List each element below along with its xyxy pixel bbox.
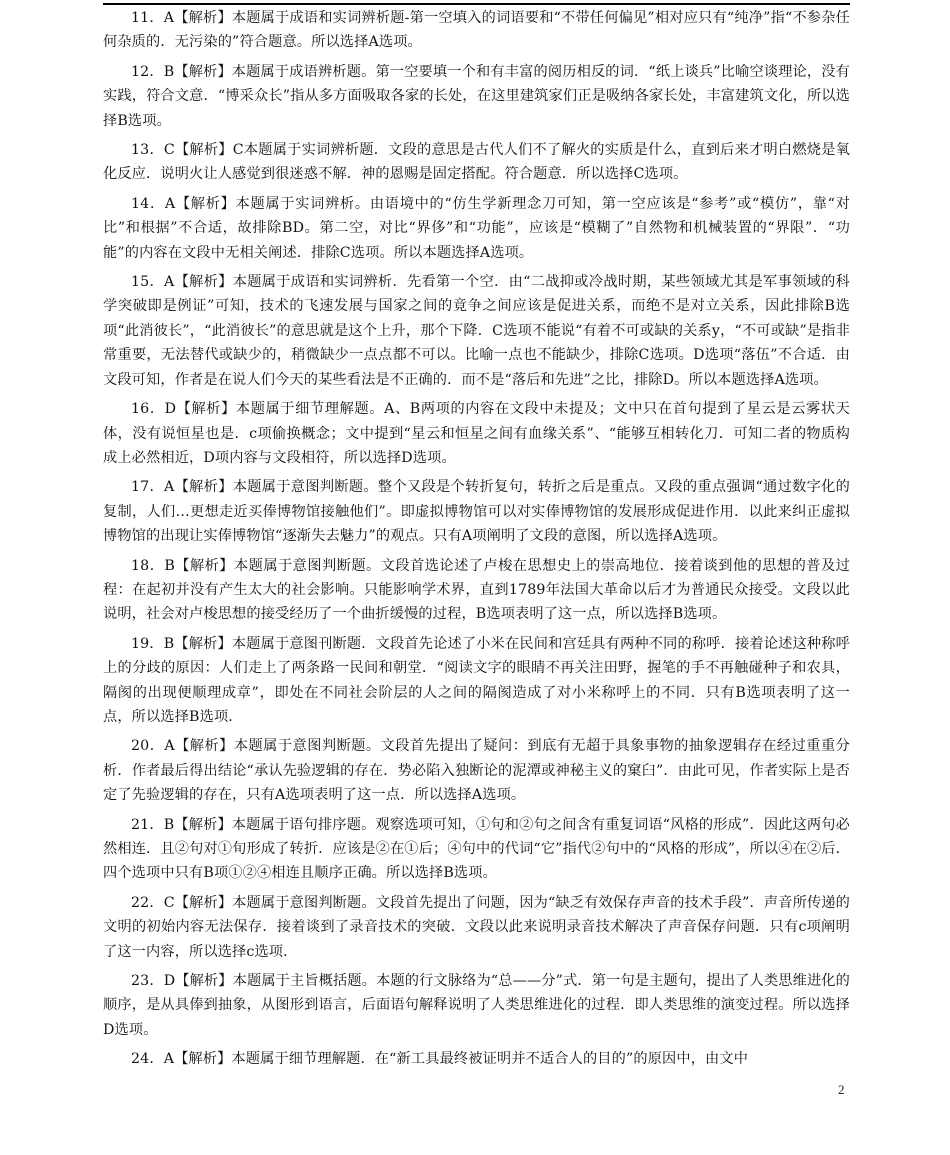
page-number: 2: [838, 1082, 845, 1097]
answer-item-17: 17．A【解析】本题属于意图判断题。整个又段是个转折复句，转折之后是重点。又段的重点强调“通过数字化的复制，人们…更想走近买俸博物馆接触他们”。即虚拟博物馆可以对实俸博物馆的发展形成促进作用．以此来纠正虚拟博物馆的出现让实俸博物馆“逐渐失去魅力”的观点。只有A项阐明了文段的意图，所以选择A选项。: [103, 479, 850, 545]
answer-item-22: 22．C【解析】本题属于意图判断题。文段首先提出了问题，因为“缺乏有效保存声音的技术手段”．声音所传递的文明的初始内容无法保存．接着谈到了录音技术的突破．文段以此来说明录音技术解决了声音保存问题．只有c项阐明了这一内容，所以选择c选项．: [103, 894, 850, 960]
answer-item-20: 20．A【解析】本题属于意图判断题。文段首先提出了疑问：到底有无超于具象事物的抽象逻辑存在经过重重分析．作者最后得出结论“承认先验逻辑的存在．势必陷入独断论的泥潭或神秘主义的窠臼”．由此可见，作者实际上是否定了先验逻辑的存在，只有A选项表明了这一点．所以选择A选项。: [103, 738, 850, 804]
answer-item-11: 11．A【解析】本题属于成语和实词辨析题-第一空填入的词语要和“不带任何偏见”相对应只有“纯净”指“不参杂任何杂质的．无污染的”符合题意。所以选择A选项。: [103, 10, 850, 51]
answer-item-13: 13．C【解析】C本题属于实词辨析题．文段的意思是古代人们不了解火的实质是什么，直到后来才明白燃烧是氧化反应．说明火让人感觉到很迷惑不解．神的恩赐是固定搭配。符合题意．所以选择C选项。: [103, 142, 850, 183]
answer-item-16: 16．D【解析】本题属于细节理解题。A、B两项的内容在文段中未提及；文中只在首句提到了星云是云雾状天体，没有说恒星也是．c项偷换概念；文中提到“星云和恒星之间有血缘关系”、“能够互相转化刀．可知二者的物质构成上必然相近，D项内容与文段相符，所以选择D选项。: [103, 401, 850, 466]
answer-item-19: 19．B【解析】本题属于意图刊断题．文段首先论述了小米在民间和宫廷具有两种不同的称呼．接着论述这种称呼上的分歧的原因：人们走上了两条路一民间和朝堂．“阅读文字的眼睛不再关注田野，握笔的手不再触碰种子和农具，隔阂的出现便顺理成章”，即处在不同社会阶层的人之间的隔阂造成了对小米称呼上的不同．只有B选项表明了这一点，所以选择B选项．: [103, 635, 850, 725]
answer-item-12: 12．B【解析】本题属于成语辨析题。第一空要填一个和有丰富的阅历相反的词．“纸上谈兵”比喻空谈理论，没有实践，符合文意．“博采众长”指从多方面吸取各家的长处，在这里建筑家们正是吸纳各家长处，丰富建筑文化，所以选择B选项。: [103, 63, 850, 129]
answer-item-14: 14．A【解析】本题属于实词辨析。由语境中的“仿生学新理念刀可知，第一空应该是“参考”或“模仿”，靠“对比”和根据”不合适，故排除BD。第二空，对比“界侈”和“功能”，应该是“模糊了”自然物和机械装置的“界限”．“功能”的内容在文段中无相关阐述．排除C选项。所以本题选择A选项。: [103, 195, 850, 261]
answer-item-21: 21．B【解析】本题属于语句排序题。观察选项可知，①句和②句之间含有重复词语“风格的形成”．因此这两句必然相连．且②句对①旬形成了转折．应该是②在①后；④句中的代词“它”指代②句中的“风格的形成”，所以④在②后．四个选项中只有B项①②④相连且顺序正确。所以选择B选项。: [103, 816, 850, 882]
answer-list: [103, 6, 850, 1077]
answer-item-24: 24．A【解析】本题属于细节理解题．在“新工具最终被证明并不适合人的目的”的原因中，由文中: [131, 1051, 749, 1068]
answer-item-15: 15．A【解析】本题属于成语和实词辨析．先看第一个空．由“二战抑或冷战时期，某些领域尤其是军事领域的科学突破即是例证”可知，技术的飞速发展与国家之间的竟争之间应该是促进关系，而绝不是对立关系，因此排除B选项“此消彼长”，“此消彼长”的意思就是这个上升，那个下降．C选项不能说“有着不可或缺的关系y，“不可或缺”是指非常重要，无法替代或缺少的，稍微缺少一点点都不可以。比喻一点也不能缺少，排除C选项。D选项“落伍”不合适．由文段可知，作者是在说人们今天的某些看法是不正确的．而不是“落后和先进”之比，排除D。所以本题选择A选项。: [103, 274, 850, 388]
answer-item-18: 18．B【解析】本题属于意图判断题。文段首选论述了卢梭在思想史上的崇高地位．接着谈到他的思想的普及过程：在起初并没有产生太大的社会影响。只能影响学术界，直到1789年法国大革命以后才为普通民众接受。文段以此说明，社会对卢梭思想的接受经历了一个曲折缓慢的过程，B选项表明了这一点，所以选择B选项。: [103, 557, 850, 623]
answer-item-23: 23．D【解析】本题属于主旨概括题。本题的行文脉络为“总——分”式．第一句是主题句，提出了人类思维进化的顺序，是从具俸到抽象，从图形到语言，后面语句解释说明了人类思维进化的过程．即人类思维的演变过程。所以选择D选项。: [103, 973, 850, 1038]
header-rule: [103, 3, 850, 5]
